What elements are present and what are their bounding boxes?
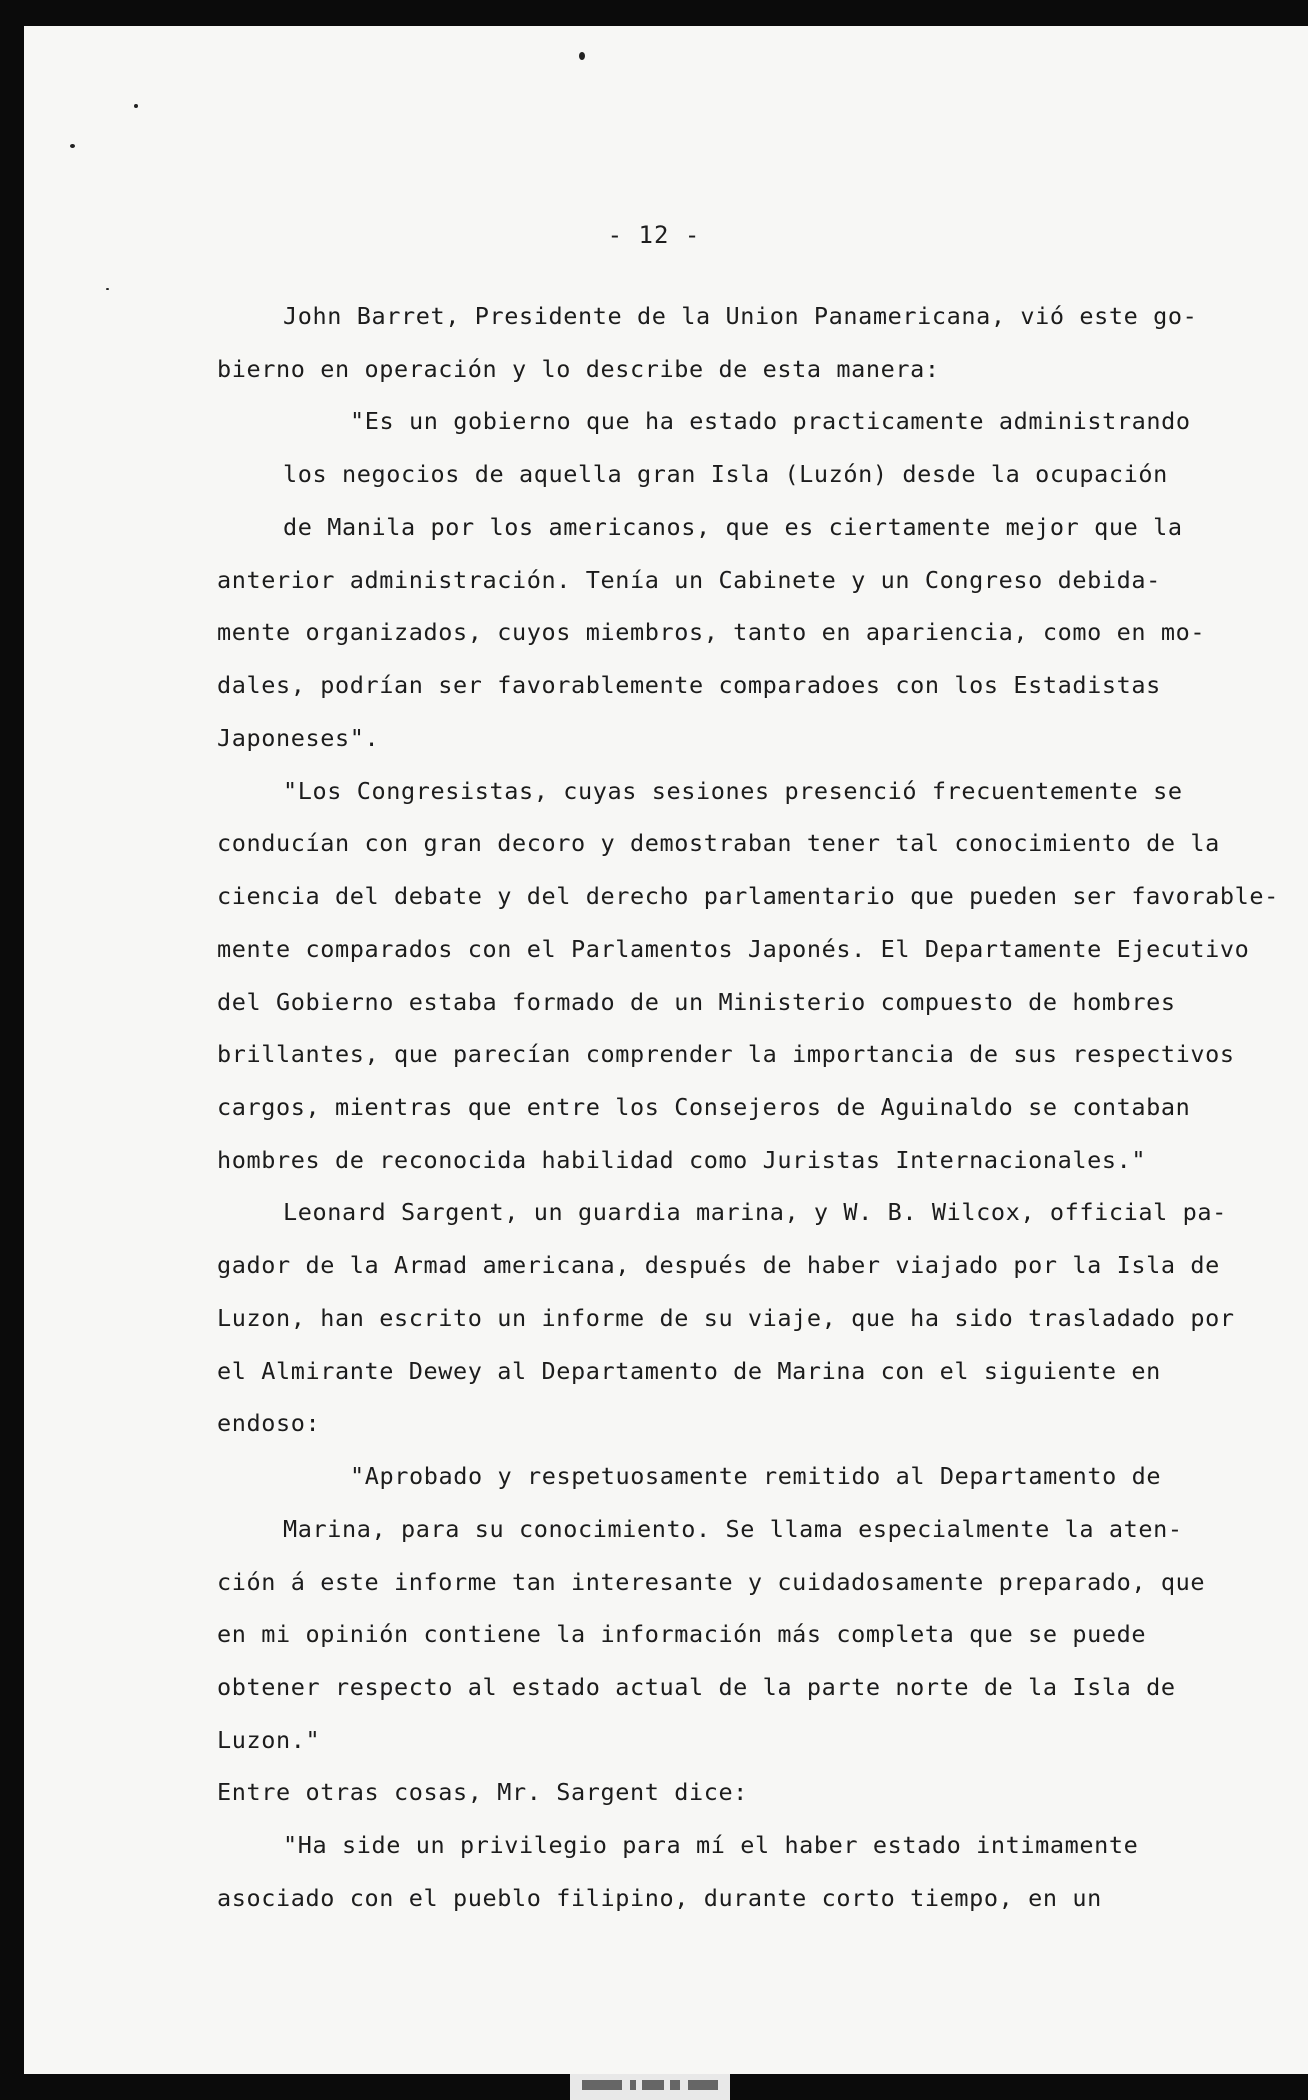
scan-speck [579,52,585,60]
text-line: hombres de reconocida habilidad como Juristas Internacionales." [217,1146,1147,1174]
scan-speck [134,104,138,108]
text-line: brillantes, que parecían comprender la importancia de sus respectivos [217,1040,1235,1068]
scan-speck [70,144,75,148]
text-line: ciencia del debate y del derecho parlamentario que pueden ser favorable- [217,882,1279,910]
text-line: mente comparados con el Parlamentos Japonés. El Departamente Ejecutivo [217,935,1250,963]
page-number: - 12 - [607,221,701,249]
text-line: en mi opinión contiene la información más completa que se puede [217,1620,1147,1648]
scan-speck [106,288,109,290]
text-line: del Gobierno estaba formado de un Ministerio compuesto de hombres [217,988,1176,1016]
text-line: anterior administración. Tenía un Cabinete y un Congreso debida- [217,566,1161,594]
text-line: conducían con gran decoro y demostraban tener tal conocimiento de la [217,829,1220,857]
text-line: dales, podrían ser favorablemente comparadoes con los Estadistas [217,671,1161,699]
text-line: cargos, mientras que entre los Consejeros de Aguinaldo se contaban [217,1093,1191,1121]
document-page [24,26,1308,2074]
text-line: ción á este informe tan interesante y cuidadosamente preparado, que [217,1568,1206,1596]
text-line: de Manila por los americanos, que es ciertamente mejor que la [283,513,1183,541]
text-line: gador de la Armad americana, después de haber viajado por la Isla de [217,1251,1220,1279]
text-line: "Los Congresistas, cuyas sesiones presenció frecuentemente se [283,777,1183,805]
text-line: Leonard Sargent, un guardia marina, y W. B. Wilcox, official pa- [283,1198,1227,1226]
scan-footer-strip [570,2074,730,2100]
text-line: Luzon, han escrito un informe de su viaje, que ha sido trasladado por [217,1304,1235,1332]
text-line: Luzon." [217,1726,321,1754]
text-line: "Es un gobierno que ha estado practicamente administrando [350,407,1191,435]
text-line: asociado con el pueblo filipino, durante corto tiempo, en un [217,1884,1102,1912]
text-line: Entre otras cosas, Mr. Sargent dice: [217,1778,748,1806]
text-line: "Aprobado y respetuosamente remitido al Departamento de [350,1462,1162,1490]
text-line: Japoneses". [217,724,380,752]
text-line: los negocios de aquella gran Isla (Luzón) desde la ocupación [283,460,1168,488]
text-line: John Barret, Presidente de la Union Panamericana, vió este go- [283,302,1198,330]
text-line: Marina, para su conocimiento. Se llama especialmente la aten- [283,1515,1183,1543]
text-line: el Almirante Dewey al Departamento de Marina con el siguiente en [217,1357,1161,1385]
text-line: obtener respecto al estado actual de la parte norte de la Isla de [217,1673,1176,1701]
text-line: bierno en operación y lo describe de esta manera: [217,355,940,383]
text-line: mente organizados, cuyos miembros, tanto en apariencia, como en mo- [217,618,1206,646]
text-line: endoso: [217,1409,321,1437]
text-line: "Ha side un privilegio para mí el haber estado intimamente [283,1831,1139,1859]
